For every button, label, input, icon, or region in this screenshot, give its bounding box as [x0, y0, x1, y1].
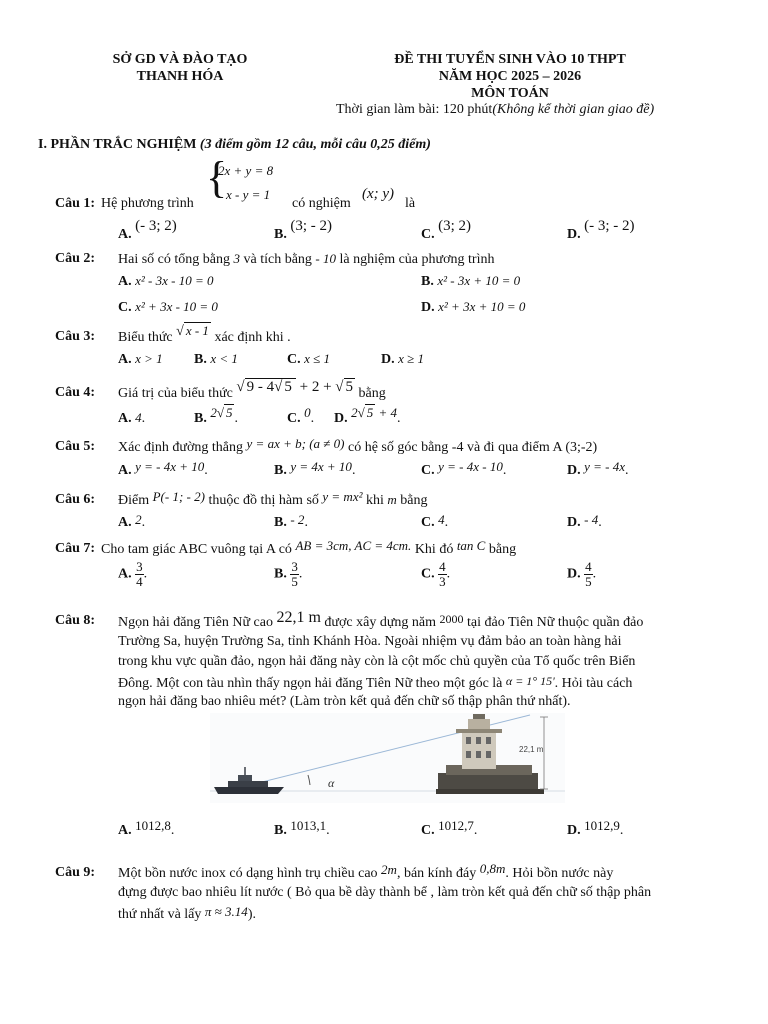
q1-text-b: có nghiệm: [292, 196, 351, 211]
q8-option-d: D. 1012,9.: [567, 818, 624, 838]
q4-option-a: A. 4.: [118, 410, 146, 426]
q9-line1: Một bồn nước inox có dạng hình trụ chiều cao 2m, bán kính đáy 0,8m. Hỏi bồn nước này: [118, 861, 614, 881]
q4-label: Câu 4:: [55, 385, 96, 400]
q9-line2: đựng được bao nhiêu lít nước ( Bỏ qua bề dày thành bể , làm tròn kết quả đến chữ số thập phân: [118, 885, 652, 900]
q1-option-d: D. (- 3; - 2): [567, 218, 635, 242]
subject: MÔN TOÁN: [471, 86, 549, 101]
q8-label: Câu 8:: [55, 613, 96, 628]
q3-option-d: D. x ≥ 1: [381, 351, 425, 367]
q7-label: Câu 7:: [55, 541, 96, 556]
q4-option-c: C. 0.: [287, 405, 315, 426]
island-icon: [436, 765, 544, 794]
exam-title: ĐỀ THI TUYỂN SINH VÀO 10 THPT: [394, 52, 626, 67]
q8-line4: Đông. Một con tàu nhìn thấy ngọn hải đăng Tiên Nữ theo một góc là α = 1° 15'. Hỏi tàu cách: [118, 674, 633, 691]
q7-option-c: C. $\frac{4}{3}$ .: [421, 559, 451, 589]
q6-option-a: A. 2.: [118, 512, 146, 530]
q5-option-c: C. y = - 4x - 10.: [421, 459, 507, 478]
q5-option-a: A. y = - 4x + 10.: [118, 459, 208, 478]
q6-option-d: D. - 4.: [567, 512, 602, 530]
lighthouse-illustration: [210, 713, 565, 803]
q4-question: Giá trị của biểu thức √ 9 - 4√ 5 + 2 + √ 5 bằng: [118, 379, 386, 401]
height-label: 22,1 m: [519, 745, 544, 754]
q8-option-a: A. 1012,8.: [118, 818, 175, 838]
q6-option-c: C. 4.: [421, 512, 449, 530]
q1-option-c: C. (3; 2): [421, 218, 472, 242]
q3-option-b: B. x < 1: [194, 351, 238, 367]
time-limit: Thời gian làm bài: 120 phút(Không kể thời gian giao đề): [336, 102, 655, 117]
q2-option-d: D. x² + 3x + 10 = 0: [421, 299, 526, 315]
q3-option-c: C. x ≤ 1: [287, 351, 331, 367]
q5-option-d: D. y = - 4x.: [567, 459, 629, 478]
q1-option-b: B. (3; - 2): [274, 218, 332, 242]
q7-option-b: B. $\frac{3}{5}$ .: [274, 559, 303, 589]
q1-eq2: x - y = 1: [226, 187, 271, 202]
q1-text-a: Hệ phương trình: [101, 196, 194, 211]
q7-question: Cho tam giác ABC vuông tại A có AB = 3cm, AC = 4cm. Khi đó tan C bằng: [101, 538, 517, 557]
q8-line1: Ngọn hải đăng Tiên Nữ cao 22,1 m được xây dựng năm 2000 tại đảo Tiên Nữ thuộc quần đảo: [118, 609, 644, 630]
q3-option-a: A. x > 1: [118, 351, 163, 367]
system-brace: {: [206, 153, 228, 202]
q1-option-a: A. (- 3; 2): [118, 218, 177, 242]
alpha-label: α: [328, 776, 335, 790]
q5-option-b: B. y = 4x + 10.: [274, 459, 356, 478]
q6-option-b: B. - 2.: [274, 512, 308, 530]
q8-line5: ngọn hải đăng bao nhiêu mét? (Làm tròn kết quả đến chữ số thập phân thứ nhất).: [118, 694, 571, 709]
q7-option-a: A. $\frac{3}{4}$ .: [118, 559, 148, 589]
q5-label: Câu 5:: [55, 439, 96, 454]
q8-option-b: B. 1013,1.: [274, 818, 330, 838]
q8-line2: Trường Sa, huyện Trường Sa, tỉnh Khánh Hòa. Ngoài nhiệm vụ đảm bảo an toàn hàng hải: [118, 634, 622, 649]
q5-question: Xác định đường thẳng y = ax + b; (a ≠ 0) có hệ số góc bằng -4 và đi qua điểm A (3;-2): [118, 436, 598, 455]
q8-line3: trong khu vực quần đảo, ngọn hải đăng này còn là cột mốc chủ quyền của Tổ quốc trên Biển: [118, 654, 636, 669]
q6-question: Điểm P(- 1; - 2) thuộc đồ thị hàm số y = mx² khi m bằng: [118, 489, 428, 508]
q1-label: Câu 1:: [55, 196, 96, 211]
province-name: THANH HÓA: [136, 69, 224, 84]
q3-question: Biểu thức √ x - 1 xác định khi .: [118, 323, 291, 345]
section-heading: I. PHẦN TRẮC NGHIỆM (3 điểm gồm 12 câu, mỗi câu 0,25 điểm): [38, 137, 431, 152]
q1-pair: (x; y): [362, 186, 395, 202]
q2-label: Câu 2:: [55, 251, 96, 266]
q3-label: Câu 3:: [55, 329, 96, 344]
q2-question: Hai số có tổng bằng 3 và tích bằng - 10 là nghiệm của phương trình: [118, 251, 495, 267]
department-name: SỞ GD VÀ ĐÀO TẠO: [112, 52, 248, 67]
school-year: NĂM HỌC 2025 – 2026: [438, 69, 582, 84]
q6-label: Câu 6:: [55, 492, 96, 507]
q4-option-d: D. 2√ 5 + 4.: [334, 405, 401, 426]
q2-option-b: B. x² - 3x + 10 = 0: [421, 273, 521, 289]
q9-label: Câu 9:: [55, 865, 96, 880]
q7-option-d: D. $\frac{4}{5}$ .: [567, 559, 597, 589]
q9-line3: thứ nhất và lấy π ≈ 3.14).: [118, 904, 256, 922]
q2-option-a: A. x² - 3x - 10 = 0: [118, 273, 214, 289]
q1-text-c: là: [405, 196, 416, 211]
q4-option-b: B. 2√ 5 .: [194, 405, 238, 426]
q8-option-c: C. 1012,7.: [421, 818, 478, 838]
q1-eq1: 2x + y = 8: [218, 163, 274, 178]
q2-option-c: C. x² + 3x - 10 = 0: [118, 299, 218, 315]
